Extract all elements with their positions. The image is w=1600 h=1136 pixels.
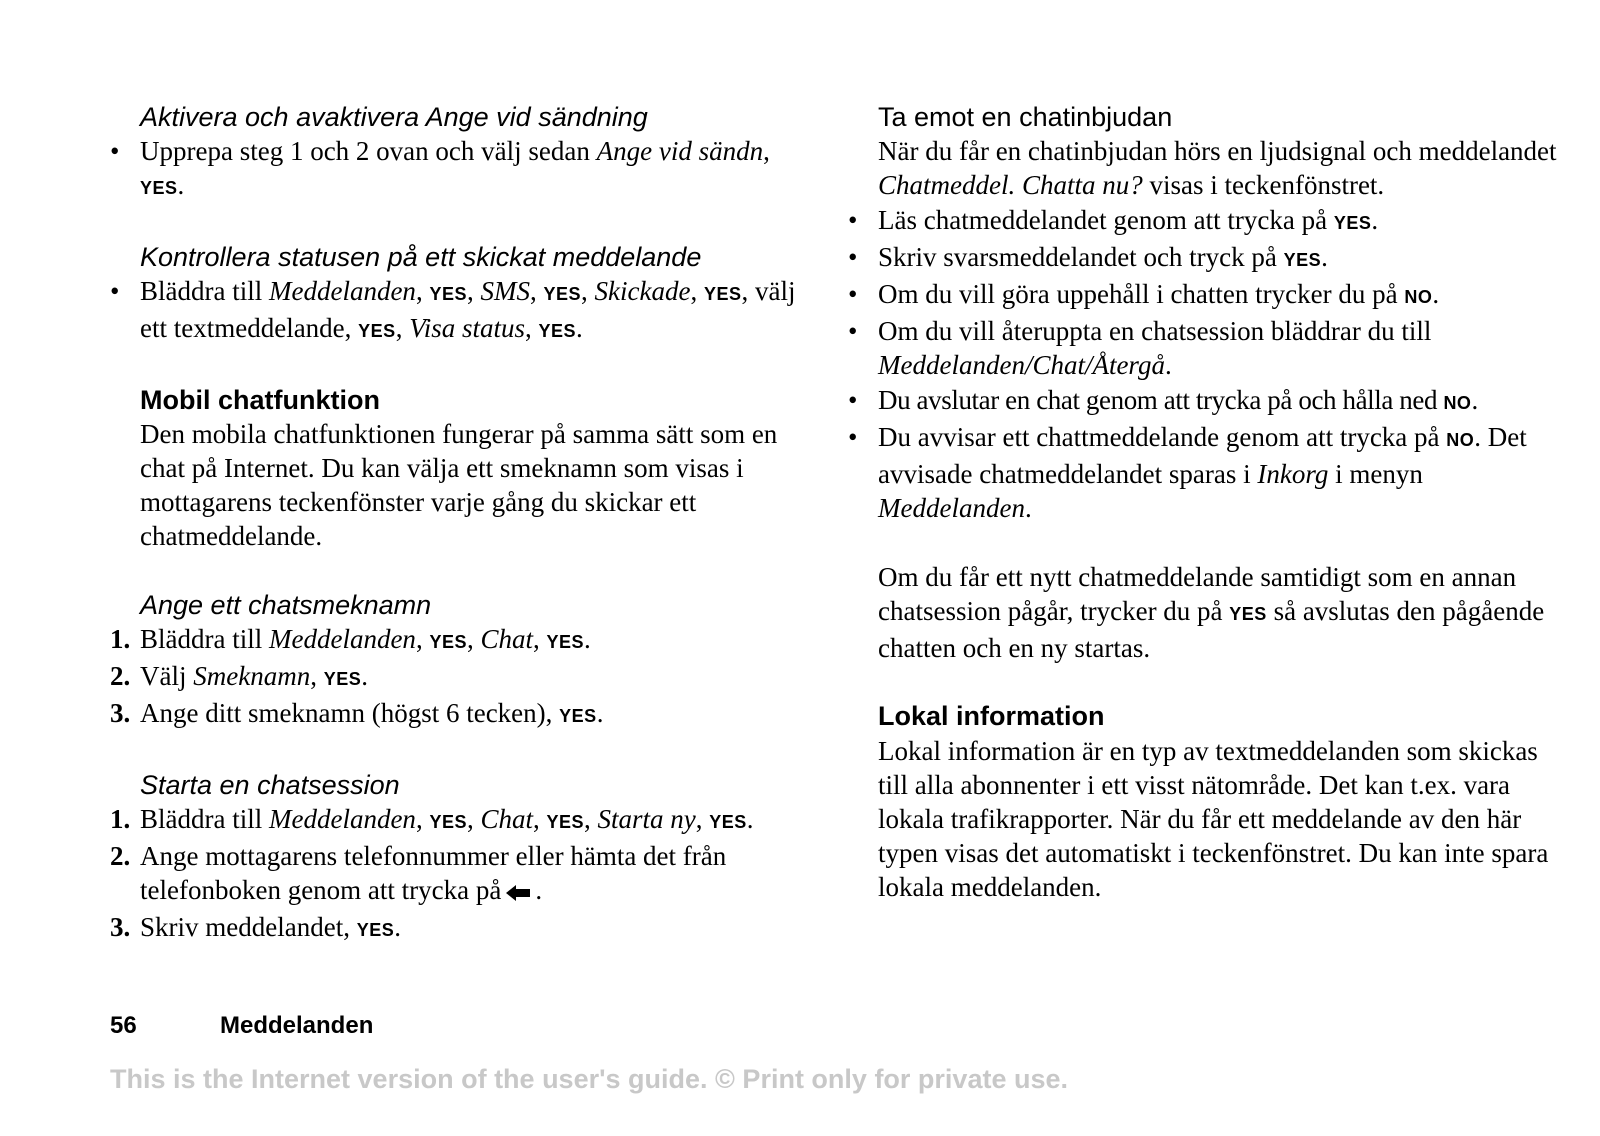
- left-arrow-key-icon: [505, 876, 531, 910]
- key-label: NO: [1404, 287, 1433, 308]
- text-run: .: [1024, 493, 1032, 524]
- key-label: YES: [543, 284, 581, 304]
- text-run: ,: [763, 136, 770, 167]
- menu-path: Inkorg: [1257, 459, 1329, 490]
- text-run: Bläddra till: [140, 804, 269, 834]
- text-run: .: [746, 804, 754, 834]
- display-message: Chatmeddel. Chatta nu?: [878, 170, 1143, 201]
- key-label: YES: [1283, 249, 1322, 270]
- numbered-step: [110, 622, 810, 659]
- text-run: ,: [581, 276, 595, 306]
- text-run: .: [596, 698, 604, 729]
- heading-lokal-information: Lokal information: [878, 701, 1105, 732]
- watermark: This is the Internet version of the user's guide. © Print only for private use.: [110, 1064, 1068, 1094]
- text-run: ,: [415, 804, 430, 834]
- text-run: Om du vill göra uppehåll i chatten trycker du på: [878, 279, 1405, 310]
- text-run: .: [1432, 279, 1440, 310]
- paragraph: [848, 134, 1568, 202]
- menu-path: Chat: [480, 804, 533, 834]
- bullet-marker: •: [848, 279, 858, 310]
- key-label: YES: [1333, 212, 1372, 233]
- page-footer: [110, 1012, 374, 1040]
- subheading-ta-emot-chatinbjudan: Ta emot en chatinbjudan: [878, 102, 1173, 132]
- key-label: YES: [703, 284, 742, 304]
- key-label: YES: [323, 669, 362, 690]
- key-label: YES: [546, 812, 585, 832]
- numbered-step: [110, 802, 810, 839]
- text-run: ,: [529, 276, 544, 306]
- bullet-item: [848, 240, 1568, 277]
- text-run: Upprepa steg 1 och 2 ovan och välj sedan: [140, 136, 597, 167]
- bullet-marker: •: [848, 316, 858, 347]
- text-run: visas i teckenfönstret.: [1142, 170, 1385, 201]
- text-run: .: [1471, 384, 1478, 415]
- bullet-item: [848, 383, 1568, 420]
- text-run: .: [361, 661, 368, 692]
- right-column: [848, 100, 1568, 905]
- text-run: ,: [395, 313, 410, 344]
- bullet-item: [848, 277, 1568, 314]
- key-label: YES: [559, 706, 597, 727]
- text-run: .: [576, 313, 583, 344]
- key-label: YES: [429, 812, 467, 832]
- text-run: Skriv meddelandet,: [140, 912, 357, 943]
- bullet-item: [110, 134, 810, 205]
- bullet-marker: •: [110, 276, 120, 306]
- text-run: ,: [466, 804, 481, 834]
- section-name: Meddelanden: [220, 1012, 374, 1039]
- bullet-marker: •: [848, 204, 858, 235]
- left-column: [110, 100, 810, 948]
- numbered-step: [110, 659, 810, 696]
- subheading-starta-chatsession: Starta en chatsession: [140, 769, 400, 800]
- text-run: så avslutas den pågående chatten och en ny startas.: [878, 595, 1545, 664]
- text-run: ,: [466, 624, 481, 654]
- menu-path: Meddelanden: [268, 804, 416, 834]
- menu-path: Chat: [480, 624, 533, 654]
- text-run: Ange ditt smeknamn (högst 6 tecken),: [140, 698, 560, 729]
- bullet-marker: •: [848, 421, 858, 452]
- text-run: i menyn: [1328, 459, 1423, 490]
- text-run: Bläddra till: [140, 624, 269, 654]
- step-number: 2.: [110, 841, 131, 872]
- text-run: När du får en chatinbjudan hörs en ljudsignal och meddelandet: [878, 136, 1557, 167]
- paragraph: Lokal information är en typ av textmeddelanden som skickas till alla abonnenter i ett visst nätområde. Det kan t.ex. vara lokala trafikrapporter. När du får ett meddelande av den här typen visas det automatiskt i teckenfönstret. Du kan inte spara lokala meddelanden.: [878, 735, 1549, 903]
- text-run: , välj ett textmeddelande,: [140, 276, 796, 344]
- menu-path: Ange vid sändn: [596, 136, 764, 167]
- text-run: Bläddra till: [140, 276, 269, 306]
- key-label: YES: [538, 321, 576, 342]
- menu-path: Starta ny: [597, 804, 696, 834]
- menu-path: Skickade: [594, 276, 691, 306]
- key-label: NO: [1446, 429, 1475, 450]
- menu-path: Meddelanden: [268, 276, 416, 306]
- menu-path: Meddelanden: [268, 624, 416, 654]
- numbered-step: [110, 696, 810, 733]
- text-run: .: [177, 170, 185, 201]
- page-number: 56: [110, 1012, 137, 1039]
- subheading-aktivera: Aktivera och avaktivera Ange vid sändning: [140, 102, 648, 132]
- menu-path: Visa status: [409, 313, 525, 344]
- paragraph: Den mobila chatfunktionen fungerar på samma sätt som en chat på Internet. Du kan välja ett smeknamn som visas i mottagarens teckenfönster varje gång du skickar ett chatmeddelande.: [140, 418, 778, 552]
- text-run: . Det avvisade chatmeddelandet sparas i: [878, 421, 1527, 490]
- text-run: ,: [584, 804, 598, 834]
- heading-mobil-chatfunktion: Mobil chatfunktion: [140, 384, 380, 415]
- bullet-marker: •: [848, 241, 858, 272]
- step-number: 2.: [110, 661, 131, 692]
- key-label: YES: [429, 284, 467, 304]
- text-run: ,: [524, 313, 539, 344]
- paragraph: [848, 560, 1568, 666]
- step-number: 3.: [110, 698, 131, 729]
- text-run: ,: [690, 276, 704, 306]
- text-run: .: [1164, 350, 1172, 381]
- bullet-item: [848, 420, 1568, 526]
- step-number: 1.: [110, 804, 131, 834]
- key-label: YES: [356, 920, 395, 941]
- bullet-item: [848, 314, 1568, 382]
- key-label: NO: [1443, 392, 1472, 413]
- bullet-item: [110, 274, 810, 348]
- menu-path: SMS: [480, 276, 530, 306]
- text-run: ,: [415, 276, 430, 306]
- text-run: Ange mottagarens telefonnummer eller hämta det från telefonboken genom att trycka på: [140, 841, 727, 906]
- text-run: Du avvisar ett chattmeddelande genom att trycka på: [878, 421, 1447, 452]
- text-run: Skriv svarsmeddelandet och tryck på: [878, 241, 1284, 272]
- text-run: .: [584, 624, 591, 654]
- text-run: ,: [695, 804, 710, 834]
- subheading-kontrollera: Kontrollera statusen på ett skickat meddelande: [140, 241, 702, 272]
- subheading-ange-smeknamn: Ange ett chatsmeknamn: [140, 589, 432, 620]
- text-run: ,: [310, 661, 324, 692]
- bullet-marker: •: [110, 136, 120, 167]
- text-run: Läs chatmeddelandet genom att trycka på: [878, 204, 1334, 235]
- key-label: YES: [709, 812, 747, 832]
- text-run: .: [1371, 204, 1379, 235]
- menu-path: Meddelanden/Chat/Återgå: [878, 350, 1165, 381]
- key-label: YES: [546, 632, 585, 652]
- text-run: .: [394, 912, 401, 943]
- text-run: .: [535, 875, 543, 906]
- numbered-step: [110, 839, 810, 910]
- text-run: Om du får ett nytt chatmeddelande samtidigt som en annan chatsession pågår, trycker du på: [878, 561, 1517, 626]
- key-label: YES: [1229, 603, 1267, 624]
- bullet-marker: •: [848, 384, 858, 415]
- text-run: ,: [532, 804, 547, 834]
- numbered-step: [110, 910, 810, 947]
- text-run: ,: [466, 276, 481, 306]
- text-run: Välj: [140, 661, 194, 692]
- text-run: ,: [532, 624, 547, 654]
- menu-path: Smeknamn: [193, 661, 311, 692]
- text-run: ,: [415, 624, 430, 654]
- menu-path: Meddelanden: [878, 493, 1025, 524]
- key-label: YES: [140, 178, 178, 199]
- bullet-item: [848, 203, 1568, 240]
- step-number: 3.: [110, 912, 131, 943]
- key-label: YES: [358, 321, 396, 342]
- text-run: Om du vill återuppta en chatsession bläddrar du till: [878, 316, 1432, 347]
- text-run: Du avslutar en chat genom att trycka på och hålla ned: [878, 384, 1444, 415]
- key-label: YES: [429, 632, 467, 652]
- step-number: 1.: [110, 624, 131, 654]
- text-run: .: [1321, 241, 1328, 272]
